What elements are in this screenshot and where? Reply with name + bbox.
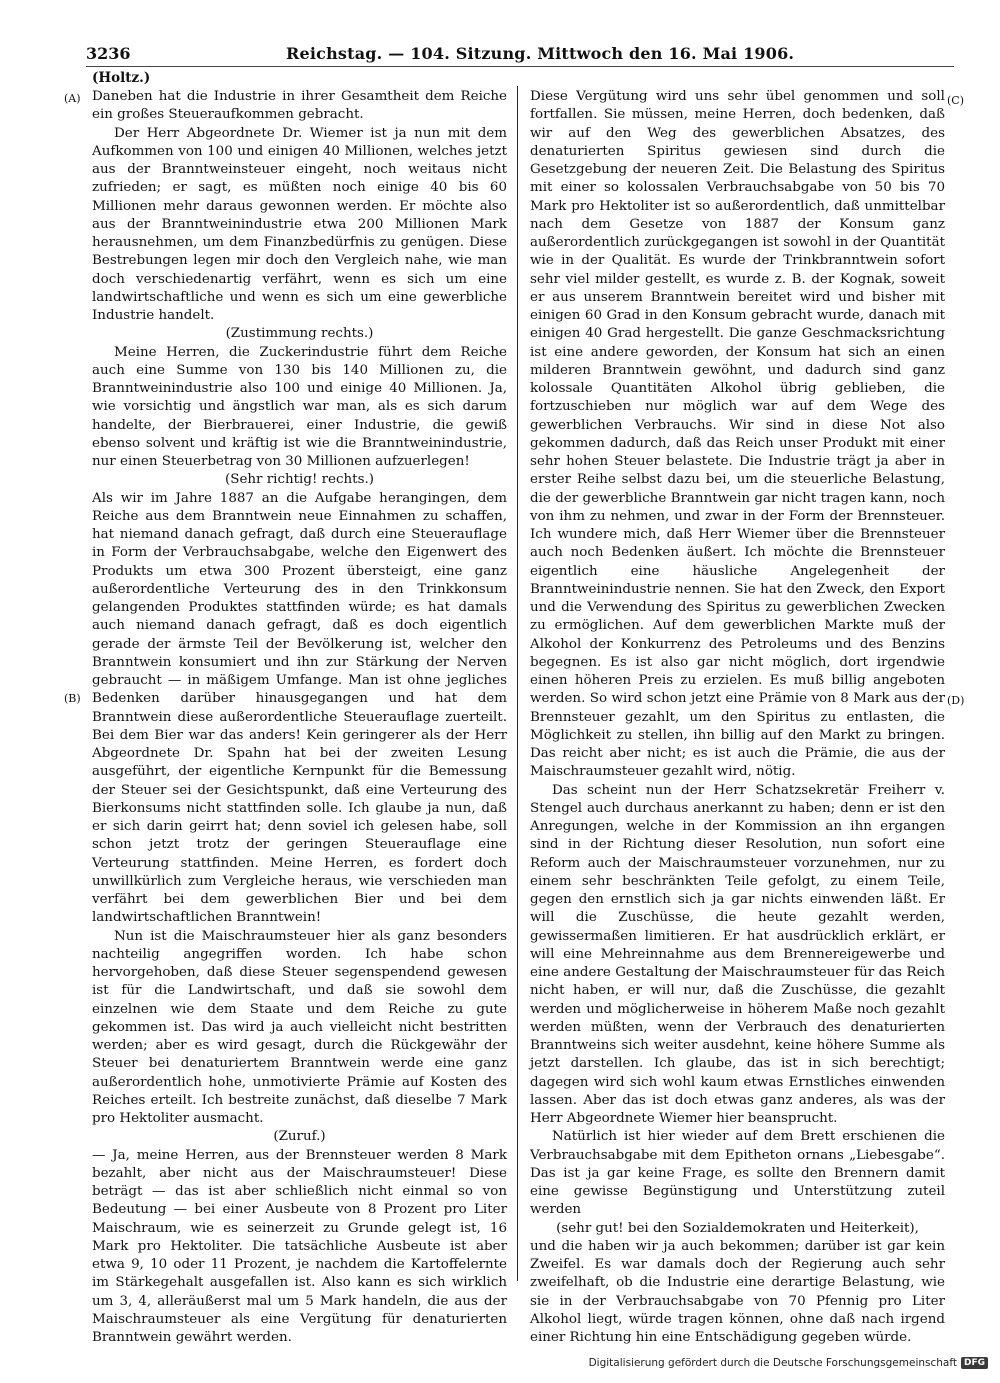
right-column <box>530 88 945 1347</box>
interjection: (Zustimmung rechts.) <box>225 326 374 342</box>
page-header <box>86 44 954 68</box>
page-title: Reichstag. — 104. Sitzung. Mittwoch den 16. Mai 1906. <box>286 44 795 63</box>
paragraph: Diese Vergütung wird uns sehr übel genommen und soll fortfallen. Sie müssen, meine Herren, doch bedenken, daß wir auf den Weg des gewerblichen Absatzes, des denaturierten Spiritus gewiesen sind durch die Gesetzgebung der neueren Zeit. Die Belastung des Spiritus mit einer so kolossalen Verbrauchsabgabe von 50 bis 70 Mark pro Hektoliter ist so außerordentlich, daß unmittelbar nach dem Gesetze von 1887 der Konsum ganz außerordentlich zurückgegangen ist sowohl in der Quantität wie in der Qualität. Es wurde der Trinkbranntwein sofort sehr viel milder gestellt, es wurde z. B. der Kognak, soweit er aus unserem Branntwein bereitet wird und bisher mit einigen 60 Grad in den Konsum gebracht wurde, danach mit einigen 40 Grad hergestellt. Die ganze Geschmacksrichtung ist eine andere geworden, der Konsum hat sich an einen milderen Branntwein gewöhnt, und dadurch sind ganz kolossale Quantitäten Alkohol übrig geblieben, die fortzuschieben nur möglich war auf dem Wege des gewerblichen Verbrauchs. Wir sind in diese Not also gekommen dadurch, daß das Reich unser Produkt mit einer sehr hohen Steuer belastete. Die Industrie trägt ja aber in erster Reihe selbst dazu bei, um die steuerliche Belastung, die der gewerbliche Branntwein gar nicht tragen kann, noch von ihm zu nehmen, und zwar in der Form der Brennsteuer. Ich wundere mich, daß Herr Wiemer über die Brennsteuer auch noch Bedenken äußert. Ich möchte die Brennsteuer eigentlich eine häusliche Angelegenheit der Branntweinindustrie nennen. Sie hat den Zweck, den Export und die Verwendung des Spiritus zu gewerblichen Zwecken zu ermöglichen. Auf dem gewerblichen Markte muß der Alkohol der Konkurrenz des Petroleums und des Benzins begegnen. Es ist also gar nicht möglich, dort irgendwie einen höheren Preis zu erzielen. Es muß billig angeboten werden. So wird schon jetzt eine Prämie von 8 Mark aus der Brennsteuer gezahlt, um den Spiritus zu entlasten, die Möglichkeit zu stellen, ihn billig auf den Markt zu bringen. Das reicht aber nicht; es ist auch die Prämie, die aus der Maischraumsteuer gezahlt wird, nötig. <box>530 89 945 780</box>
footer-credit <box>589 1357 988 1369</box>
interjection: (sehr gut! bei den Sozialdemokraten und Heiterkeit), <box>556 1220 919 1236</box>
paragraph: und die haben wir ja auch bekommen; darüber ist gar kein Zweifel. Es war damals doch der Regierung auch sehr zweifelhaft, ob die Industrie eine derartige Belastung, wie sie in der Verbrauchsabgabe von 70 Pfennig pro Liter Alkohol liegt, würde tragen können, ohne daß nach irgend einer Richtung hin eine Entschädigung gegeben würde. <box>530 1238 945 1345</box>
paragraph: Als wir im Jahre 1887 an die Aufgabe herangingen, dem Reiche aus dem Branntwein neue Einnahmen zu schaffen, hat niemand danach gefragt, daß durch eine Steuerauflage in Form der Verbrauchsabgabe, welche den Eigenwert des Produkts um etwa 300 Prozent übersteigt, eine ganz außerordentliche Verteurung des in den Trinkkonsum gelangenden Produktes stattfinden würde; es hat damals auch niemand danach gefragt, daß es doch eigentlich gerade der ärmste Teil der Bevölkerung ist, welcher den Branntwein konsumiert und ihn zur Stärkung der Nerven gebraucht — in mäßigem Umfange. Man ist ohne jegliches Bedenken darüber hinausgegangen und hat dem Branntwein diese außerordentliche Steuerauflage zuerteilt. Bei dem Bier war das anders! Kein geringerer als der Herr Abgeordnete Dr. Spahn hat bei der zweiten Lesung ausgeführt, der eigentliche Kernpunkt für die Bemessung der Steuer sei der Gesichtspunkt, daß eine Verteurung des Bierkonsums nicht stattfinden solle. Ich glaube ja nun, daß er sich darin geirrt hat; denn soviel ich gelesen habe, soll schon jetzt trotz der geringen Steuerauflage eine Verteurung stattfinden. Meine Herren, es fordert doch unwillkürlich zum Vergleiche heraus, wie verschieden man verfährt bei dem gewerblichen Bier und bei dem landwirtschaftlichen Branntwein! <box>92 490 507 926</box>
paragraph: Das scheint nun der Herr Schatzsekretär Freiherr v. Stengel auch durchaus anerkannt zu haben; denn er ist den Anregungen, welche in der Kommission an ihn ergangen sind in der Richtung dieser Resolution, nun sofort eine Reform auch der Maischraumsteuer vorzunehmen, nur zu einem sehr beschränkten Teile gefolgt, zu einem Teile, gegen den ernstlich sich ja gar nichts einwenden läßt. Er will die Zuschüsse, die heute gezahlt werden, gewissermaßen limitieren. Er hat ausdrücklich erklärt, er will eine Mehreinnahme aus dem Brennereigewerbe und eine andere Gestaltung der Maischraumsteuer für das Reich nicht haben, er will nur, daß die Zuschüsse, die gezahlt werden und möglicherweise in höherem Maße noch gezahlt werden müßten, wenn der Verbrauch des denaturierten Branntweins sich weiter ausdehnt, keine höhere Summe als jetzt darstellen. Ich glaube, das ist in sich berechtigt; dagegen wird sich wohl kaum etwas Ernstliches einwenden lassen. Aber das ist doch etwas ganz anderes, als was der Herr Abgeordnete Wiemer hier beansprucht. <box>530 782 945 1126</box>
margin-mark-b: (B) <box>64 692 81 705</box>
margin-mark-c: (C) <box>947 94 964 107</box>
margin-mark-d: (D) <box>947 694 965 707</box>
paragraph: Natürlich ist hier wieder auf dem Brett erschienen die Verbrauchsabgabe mit dem Epitheton ornans „Liebesgabe“. Das ist ja gar keine Frage, es sollte den Brennern damit eine gewisse Begünstigung und Unterstützung zuteil werden <box>530 1129 945 1218</box>
dfg-logo-icon: DFG <box>961 1357 988 1369</box>
header-rule <box>86 66 954 67</box>
interjection: (Sehr richtig! rechts.) <box>225 472 374 488</box>
paragraph: Der Herr Abgeordnete Dr. Wiemer ist ja nun mit dem Aufkommen von 100 und einigen 40 Millionen, welches jetzt aus der Branntweinsteuer eingeht, noch weitaus nicht zufrieden; er sagt, es müßten noch einige 40 bis 60 Millionen mehr daraus gewonnen werden. Er möchte also aus der Branntweinindustrie etwa 200 Millionen Mark herausnehmen, um dem Finanzbedürfnis zu genügen. Diese Bestrebungen legen mir doch den Vergleich nahe, wie man doch verschiedenartig verfährt, wenn es sich um eine landwirtschaftliche und wenn es sich um eine gewerbliche Industrie handelt. <box>92 125 507 323</box>
column-divider <box>517 86 518 1281</box>
paragraph: Meine Herren, die Zuckerindustrie führt dem Reiche auch eine Summe von 130 bis 140 Millionen zu, die Branntweinindustrie also 100 und einige 40 Millionen. Ja, wie vorsichtig und ängstlich war man, als es sich darum handelte, der Bierbrauerei, einer Industrie, die gewiß ebenso solvent und kräftig ist wie die Branntweinindustrie, nur einen Steuerbetrag von 30 Millionen aufzuerlegen! <box>92 344 507 469</box>
paragraph: — Ja, meine Herren, aus der Brennsteuer werden 8 Mark bezahlt, aber nicht aus der Maischraumsteuer! Diese beträgt — das ist aber schließlich nicht einmal so von Bedeutung — bei einer Ausbeute von 8 Prozent pro Liter Maischraum, wie es seinerzeit zu Grunde gelegt ist, 16 Mark pro Hektoliter. Die tatsächliche Ausbeute ist aber etwa 9, 10 oder 11 Prozent, je nachdem die Kartoffelernte im Stärkegehalt ausgefallen ist. Also kann es sich wirklich um 3, 4, alleräußerst mal um 5 Mark handeln, die aus der Maischraumsteuer als eine Vergütung für denaturierten Branntwein gewährt werden. <box>92 1147 507 1345</box>
interjection: (Zuruf.) <box>273 1129 326 1145</box>
speaker-label: (Holtz.) <box>92 70 151 86</box>
left-column <box>92 88 507 1347</box>
page-number: 3236 <box>86 44 131 63</box>
margin-mark-a: (A) <box>64 92 81 105</box>
paragraph: Nun ist die Maischraumsteuer hier als ganz besonders nachteilig angegriffen worden. Ich habe schon hervorgehoben, daß diese Steuer segenspendend gewesen ist für die Landwirtschaft, und daß sie sowohl dem einzelnen wie dem Staate und dem Reiche zu gute gekommen ist. Das wird ja auch vielleicht nicht bestritten werden; aber es wird gesagt, durch die Rückgewähr der Steuer bei denaturiertem Branntwein werde eine ganz außerordentlich hohe, unmotivierte Prämie auf Kosten des Reiches erteilt. Ich bestreite zunächst, daß dieselbe 7 Mark pro Hektoliter ausmacht. <box>92 928 507 1126</box>
paragraph: Daneben hat die Industrie in ihrer Gesamtheit dem Reiche ein großes Steueraufkommen gebracht. <box>92 89 507 123</box>
footer-text: Digitalisierung gefördert durch die Deutsche Forschungsgemeinschaft <box>588 1357 957 1369</box>
